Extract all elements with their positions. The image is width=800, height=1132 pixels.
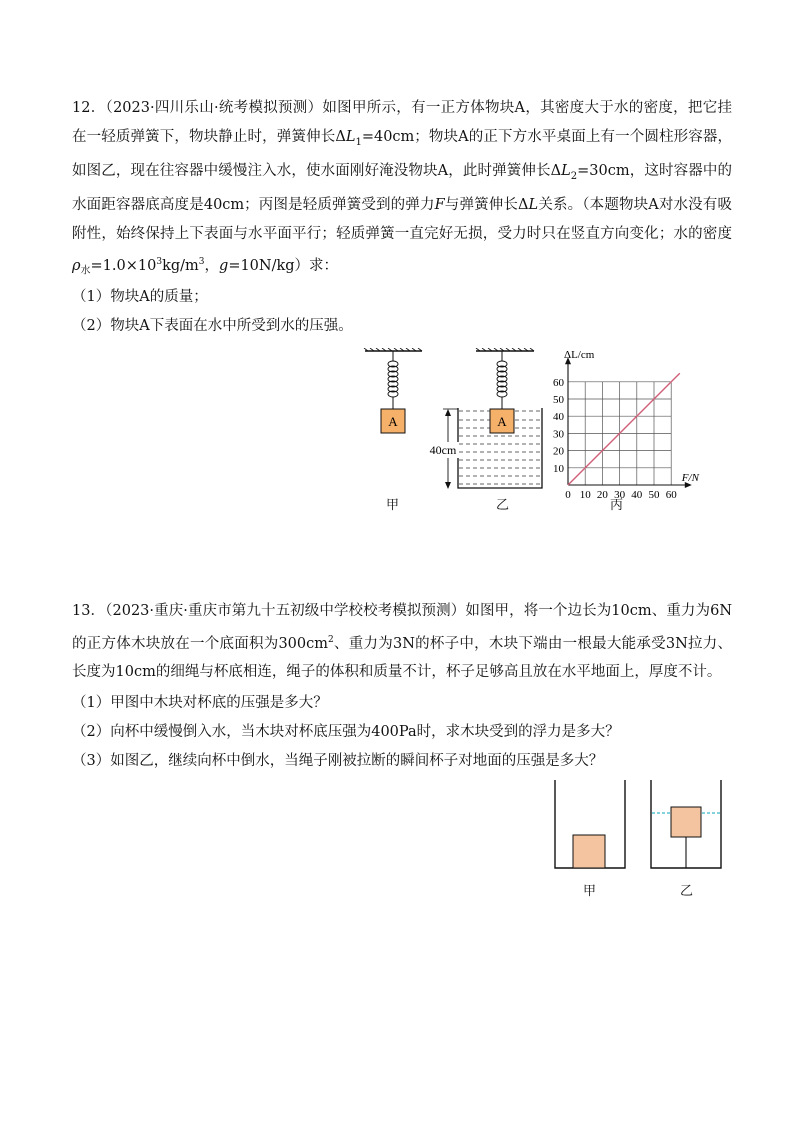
spring-icon bbox=[497, 361, 507, 397]
x-tick-label: 40 bbox=[631, 489, 643, 500]
q13-figure-yi bbox=[648, 780, 724, 872]
q13-number: 13． bbox=[72, 603, 106, 619]
height-label: 40cm bbox=[429, 443, 457, 457]
x-tick-label: 60 bbox=[665, 489, 677, 500]
x-tick-label: 10 bbox=[579, 489, 591, 500]
y-tick-label: 10 bbox=[553, 462, 564, 475]
block-a-label: A bbox=[388, 414, 398, 429]
q13-figure-jia bbox=[552, 780, 628, 872]
q12-stem: 12．（2023·四川乐山·统考模拟预测）如图甲所示，有一正方体物块A，其密度大于水的密度，把它挂在一轻质弹簧下，物块静止时，弹簧伸长$\Delta L_1=40cm$；物块A的正下方水平桌面上有一个圆柱形容器，如图乙，现在往容器中缓慢注入水，使水面刚好淹没物块A，此时弹簧伸长$\Delta L_2=30cm$，这时容器中的水面距容器底高度是40cm；丙图是轻质弹簧受到的弹力F与弹簧伸长ΔL关系。（本题物块A对水没有吸附性，始终保持上下表面与水平面平行；轻质弹簧一直完好无损，受力时只在竖直方向变化；水的密度$\rho_水=1.0\times 10^3kg/m^3$，g=10N/kg）求： bbox=[72, 100, 732, 277]
q12-caption-jia: 甲 bbox=[386, 498, 400, 513]
x-tick-label: 50 bbox=[648, 489, 660, 500]
q12-source: （2023·四川乐山·统考模拟预测） bbox=[105, 100, 323, 116]
y-tick-label: 60 bbox=[553, 376, 564, 389]
x-tick-label: 0 bbox=[565, 489, 571, 500]
q13-sub-question-3: （3）如图乙，继续向杯中倒水，当绳子刚被拉断的瞬间杯子对地面的压强是多大？ bbox=[72, 753, 604, 769]
q13-caption-jia: 甲 bbox=[583, 884, 597, 899]
q12-caption-bing: 丙 bbox=[610, 498, 624, 513]
q12-sub-question-1: （1）物块A的质量； bbox=[72, 289, 208, 305]
q12-figure-jia bbox=[360, 348, 430, 440]
series-line bbox=[568, 373, 680, 485]
q12-sub-question-2: （2）物块A下表面在水中所受到水的压强。 bbox=[72, 318, 353, 334]
q12-number: 12． bbox=[72, 100, 106, 116]
y-tick-label: 30 bbox=[553, 428, 564, 441]
y-tick-label: 20 bbox=[553, 445, 564, 458]
block-a-label: A bbox=[497, 414, 507, 429]
x-tick-label: 30 bbox=[614, 489, 626, 500]
q13-sub-question-2: （2）向杯中缓慢倒入水，当木块对杯底压强为400Pa时，求木块受到的浮力是多大？ bbox=[72, 724, 620, 740]
x-tick-label: 20 bbox=[596, 489, 608, 500]
q13-sub-question-1: （1）甲图中木块对杯底的压强是多大？ bbox=[72, 695, 328, 711]
wood-block bbox=[573, 835, 605, 868]
q12-caption-yi: 乙 bbox=[496, 498, 510, 513]
x-axis-label: F/N bbox=[681, 472, 699, 484]
y-tick-label: 40 bbox=[553, 411, 564, 424]
q13-stem: 13．（2023·重庆·重庆市第九十五初级中学校校考模拟预测）如图甲，将一个边长为10cm、重力为6N的正方体木块放在一个底面积为$300cm^2$、重力为3N的杯子中，木块下端由一根最大能承受3N拉力、长度为10cm的细绳与杯底相连，绳子的体积和质量不计，杯子足够高且放在水平地面上，厚度不计。 bbox=[72, 603, 733, 680]
wood-block bbox=[671, 807, 701, 837]
y-tick-label: 50 bbox=[553, 394, 564, 406]
y-axis-label: ΔL/cm bbox=[564, 350, 595, 362]
q13-source: （2023·重庆·重庆市第九十五初级中学校校考模拟预测） bbox=[105, 603, 466, 619]
q12-figure-yi bbox=[424, 348, 550, 492]
spring-icon bbox=[388, 361, 398, 397]
q13-caption-yi: 乙 bbox=[680, 884, 694, 899]
q12-chart-bing bbox=[548, 350, 710, 500]
